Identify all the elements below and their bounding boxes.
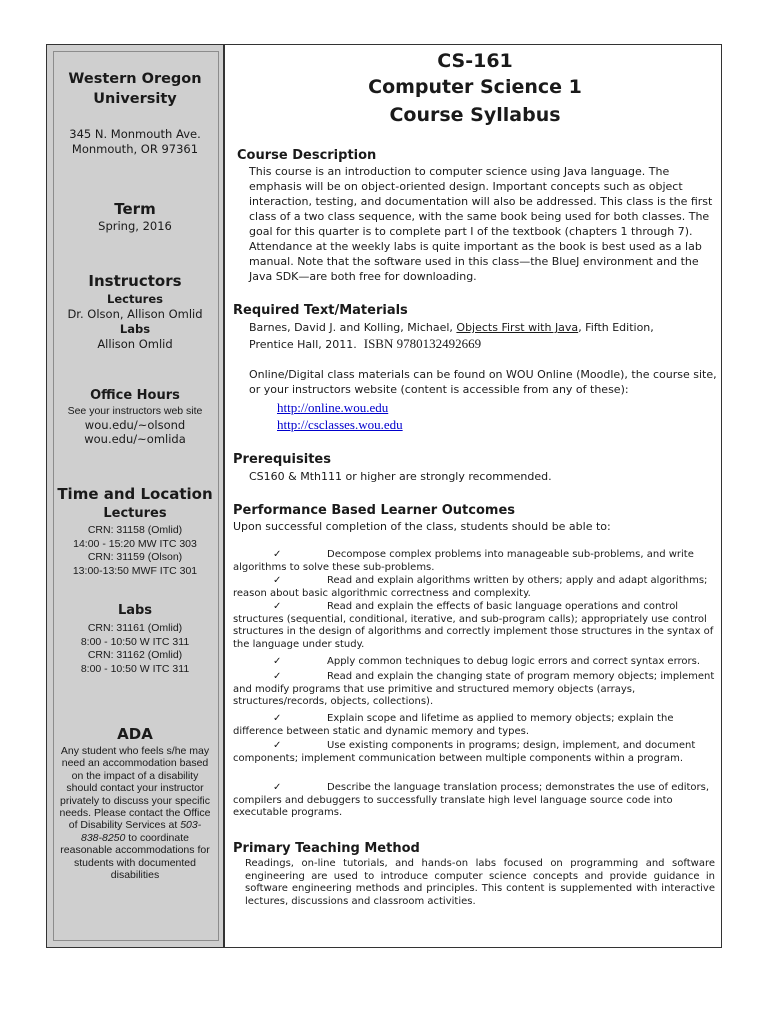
link-csclasses-wou[interactable]: http://csclasses.wou.edu: [277, 417, 403, 432]
instructors-lectures-label: Lectures: [107, 292, 163, 306]
outcome-item: ✓ Describe the language translation process; demonstrates the use of editors, compilers and debuggers to successfully translate high level language source code into executable programs.: [233, 782, 710, 819]
time-lectures-label: Lectures: [103, 506, 167, 521]
prerequisites-heading: Prerequisites: [233, 452, 331, 467]
textbook-isbn: ISBN 9780132492669: [363, 336, 482, 351]
term-value: Spring, 2016: [98, 219, 172, 233]
course-description-text: This course is an introduction to computer science using Java language. The emphasis will be on object-oriented design. Important concepts such as object interaction, testing, and documentation will also be addressed. This class is the first class of a two class sequence, with the same book being used for both classes. The goal for this quarter is to complete part I of the textbook (chapters 1 through 7). Attendance at the weekly labs is quite important as the book is best used as a lab manual. Note that the software used in this class—the BlueJ environment and the Java SDK—are both free for downloading.: [249, 165, 713, 283]
syllabus-page: [46, 44, 722, 948]
sidebar: [47, 45, 225, 947]
outcome-item: ✓ Read and explain algorithms written by others; apply and adapt algorithms; reason about basic algorithmic correctness and complexity.: [233, 575, 708, 599]
course-name: Computer Science 1: [368, 76, 582, 98]
check-icon: ✓: [273, 575, 282, 586]
outcome-item: ✓ Explain scope and lifetime as applied to memory objects; explain the difference between static and dynamic memory and types.: [233, 713, 674, 737]
instructors-labs-label: Labs: [119, 322, 151, 336]
ada-heading: ADA: [117, 725, 153, 743]
instructors-labs-names: Allison Omlid: [97, 337, 173, 351]
online-materials-text: Online/Digital class materials can be found on WOU Online (Moodle), the course site, or your instructors website (content is accessible from any of these):: [249, 368, 717, 396]
outcome-item: ✓ Apply common techniques to debug logic errors and correct syntax errors.: [233, 656, 717, 669]
main-content: [233, 45, 717, 945]
outcome-item: ✓ Read and explain the changing state of program memory objects; implement and modify programs that use primitive and structured memory objects (arrays, structures/records, objects, collections).: [233, 671, 715, 708]
time-labs-label: Labs: [117, 603, 153, 618]
check-icon: ✓: [273, 656, 282, 667]
teaching-text: Readings, on-line tutorials, and hands-on labs focused on programming and software engineering are used to introduce computer science concepts and provide guidance in software engineering methods and principles. This content is supplemented with interactive lectures, discussions and classroom activities.: [245, 858, 715, 907]
outcomes-heading: Performance Based Learner Outcomes: [233, 503, 515, 518]
time-lectures-list: CRN: 31158 (Omlid) 14:00 - 15:20 MW ITC 303 CRN: 31159 (Olson) 13:00-13:50 MWF ITC 301: [72, 524, 198, 577]
instructors-lectures-names: Dr. Olson, Allison Omlid: [67, 307, 203, 321]
check-icon: ✓: [273, 549, 282, 560]
office-hours-note: See your instructors web site: [67, 405, 203, 417]
ada-text: Any student who feels s/he may need an accommodation based on the impact of a disability should contact your instructor privately to discuss your specific needs. Please contact the Office of Disability Services at 503-838-8250 to coordinate reasonable accommodations for students with documented disabilities: [59, 745, 211, 882]
teaching-heading: Primary Teaching Method: [233, 841, 420, 856]
outcomes-intro: Upon successful completion of the class, students should be able to:: [233, 520, 611, 533]
textbook-title: Objects First with Java: [456, 321, 579, 334]
office-hours-url-olson: wou.edu/~olsond: [84, 418, 186, 432]
prerequisites-text: CS160 & Mth111 or higher are strongly recommended.: [249, 470, 552, 483]
materials-heading: Required Text/Materials: [233, 303, 408, 318]
check-icon: ✓: [273, 740, 282, 751]
ada-phone: 503-838-8250: [80, 819, 202, 844]
course-description-heading: Course Description: [237, 148, 377, 163]
instructors-heading: Instructors: [88, 272, 182, 290]
check-icon: ✓: [273, 782, 282, 793]
term-heading: Term: [114, 200, 156, 218]
document-title: Course Syllabus: [389, 104, 561, 126]
office-hours-url-omlid: wou.edu/~omlida: [84, 432, 186, 446]
outcome-item: ✓ Read and explain the effects of basic language operations and control structures (sequential, conditional, iterative, and sub-program calls); appropriately use control structures in the design of algorithms and correctly implement those structures in the syntax of the language under study.: [233, 601, 714, 650]
check-icon: ✓: [273, 671, 282, 682]
office-hours-heading: Office Hours: [90, 388, 180, 403]
check-icon: ✓: [273, 601, 282, 612]
university-name: Western Oregon University: [68, 71, 202, 107]
link-online-wou[interactable]: http://online.wou.edu: [277, 400, 389, 415]
outcome-item: ✓ Decompose complex problems into manageable sub-problems, and write algorithms to solve these sub-problems.: [233, 549, 694, 573]
time-labs-list: CRN: 31161 (Omlid) 8:00 - 10:50 W ITC 311 CRN: 31162 (Omlid) 8:00 - 10:50 W ITC 311: [80, 622, 190, 675]
time-location-heading: Time and Location: [57, 485, 213, 503]
university-address: 345 N. Monmouth Ave. Monmouth, OR 97361: [69, 127, 201, 156]
course-code: CS-161: [437, 50, 513, 72]
check-icon: ✓: [273, 713, 282, 724]
textbook-citation: Barnes, David J. and Kolling, Michael, Objects First with Java, Fifth Edition, Prentice Hall, 2011. ISBN 9780132492669: [249, 321, 654, 351]
outcome-item: ✓ Use existing components in programs; design, implement, and document components; implement communication between multiple components within a program.: [233, 740, 696, 764]
